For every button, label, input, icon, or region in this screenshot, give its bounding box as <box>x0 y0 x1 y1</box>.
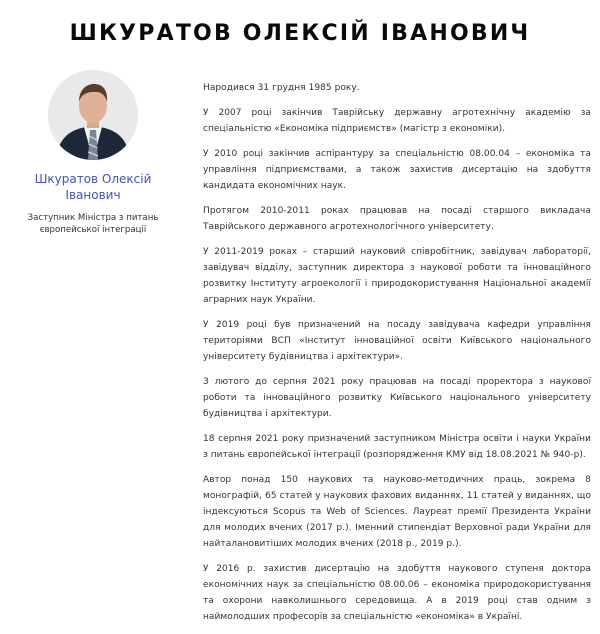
biography <box>203 80 591 634</box>
bio-paragraph: Народився 31 грудня 1985 року. <box>203 83 360 93</box>
bio-paragraph: Протягом 2010-2011 роках працював на посаді старшого викладача Таврійського державного агротехнологічного університету. <box>203 206 591 232</box>
bio-paragraph: У 2019 році був призначений на посаду завідувача кафедри управління територіями ВСП «Інститут інноваційної освіти Київського національного університету будівництва і архітектури». <box>203 320 591 362</box>
bio-paragraph: У 2016 р. захистив дисертацію на здобуття наукового ступеня доктора економічних наук за спеціальністю 08.00.06 – економіка природокористування та охорони навколишнього середовища. А в 2019 році став одним з наймолодших професорів за спеціальністю «економіка» в Україні. <box>203 564 591 622</box>
bio-paragraph: З лютого до серпня 2021 року працював на посаді проректора з наукової роботи та інноваційного розвитку Київського національного університету будівництва і архітектури. <box>203 377 591 419</box>
bio-paragraph: Автор понад 150 наукових та науково-методичних праць, зокрема 8 монографій, 65 статей у наукових фахових виданнях, 11 статей у виданнях, що індексуються Scopus та Web of Sciences. Лауреат премії Президента України для молодих вчених (2017 р.). Іменний стипендіат Верховної ради України для найталановитіших молодих вчених (2018 р., 2019 р.). <box>203 475 591 549</box>
bio-paragraph: У 2010 році закінчив аспірантуру за спеціальністю 08.00.04 – економіка та управління підприємствами, а також захистив дисертацію на здобуття кандидата економічних наук. <box>203 149 591 191</box>
portrait-photo-icon <box>48 70 138 160</box>
profile-role: Заступник Міністра з питань європейської інтеграції <box>27 213 159 235</box>
page-title: ШКУРАТОВ ОЛЕКСІЙ ІВАНОВИЧ <box>69 20 531 46</box>
bio-paragraph: У 2011-2019 роках – старший науковий співробітник, завідувач лабораторії, завідувач відділу, заступник директора з наукової роботи та інноваційного розвитку Інституту агроекології і природокористування Національної академії аграрних наук України. <box>203 247 591 305</box>
bio-paragraph: У 2007 році закінчив Таврійську державну агротехнічну академію за спеціальністю «Економіка підприємств» (магістр з економіки). <box>203 108 591 134</box>
avatar <box>48 70 138 160</box>
bio-paragraph: 18 серпня 2021 року призначений заступником Міністра освіти і науки України з питань європейської інтеграції (розпорядження КМУ від 18.08.2021 № 940-р). <box>203 434 591 460</box>
profile-name[interactable]: Шкуратов Олексій Іванович <box>34 172 152 202</box>
